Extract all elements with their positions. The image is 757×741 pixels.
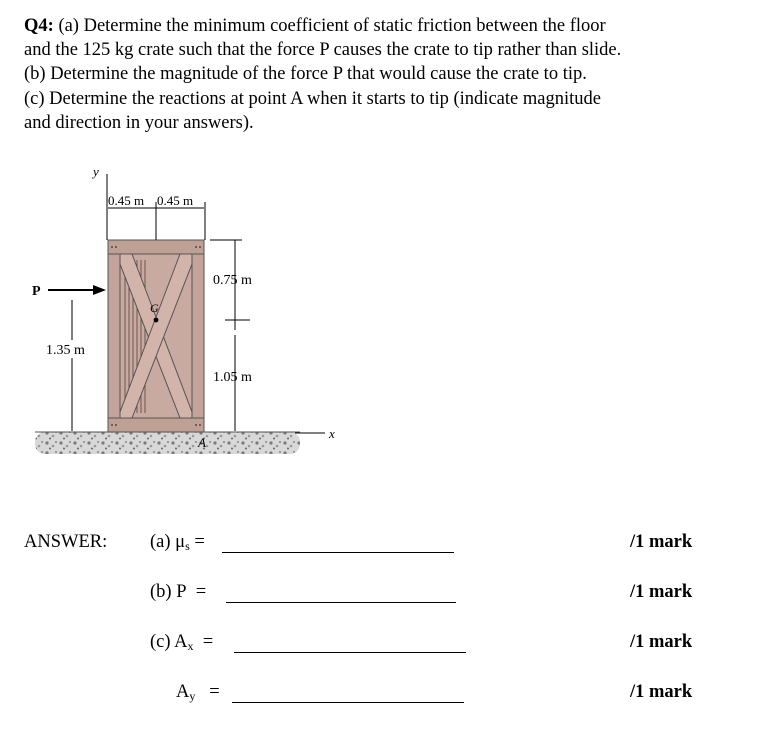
dim-lower-right: 1.05 m — [213, 370, 252, 385]
crate-diagram — [30, 160, 350, 470]
mark-a: /1 mark — [630, 532, 693, 552]
center-label: G — [150, 301, 159, 315]
answer-c-field[interactable] — [234, 652, 466, 653]
force-p-label: P — [32, 284, 41, 299]
y-axis-label: y — [93, 164, 99, 179]
answer-b-label: (b) P = — [150, 582, 207, 602]
point-a-label: A — [198, 435, 206, 450]
question-number: Q4: — [24, 16, 54, 36]
crate — [108, 240, 204, 432]
left-dimension — [44, 300, 102, 431]
force-p — [32, 284, 106, 299]
dim-top-left: 0.45 m — [108, 193, 145, 208]
answer-b-field[interactable] — [226, 602, 456, 603]
question-line-3: (b) Determine the magnitude of the force P that would cause the crate to tip. — [24, 64, 587, 85]
top-dimensions — [91, 164, 205, 240]
dim-left: 1.35 m — [46, 343, 85, 358]
ground — [35, 432, 300, 454]
question-line-5: and direction in your answers). — [24, 112, 254, 133]
question-line-2: and the 125 kg crate such that the force P causes the crate to tip rather than slide. — [24, 40, 622, 61]
answer-d-field[interactable] — [232, 702, 464, 703]
center-of-gravity-dot — [154, 318, 159, 323]
right-dimensions — [210, 240, 252, 431]
question-line-1: Q4: (a) Determine the minimum coefficient of static friction between the floor — [24, 16, 606, 36]
dim-top-right: 0.45 m — [157, 193, 194, 208]
answer-a-label: (a) $\mu_s$ = — [150, 532, 205, 553]
x-axis-label: x — [329, 426, 335, 441]
answer-a-field[interactable] — [222, 552, 454, 553]
question-text — [24, 14, 724, 135]
question-line-4: (c) Determine the reactions at point A when it starts to tip (indicate magnitude — [24, 88, 601, 109]
x-axis — [295, 426, 335, 441]
mark-d: /1 mark — [630, 682, 693, 702]
answer-d-label: $A_y$ = — [176, 682, 220, 703]
dim-upper-right: 0.75 m — [213, 273, 252, 288]
mark-b: /1 mark — [630, 582, 693, 602]
answer-c-label: (c) $A_x$ = — [150, 632, 214, 653]
answer-heading: ANSWER: — [24, 532, 108, 552]
mark-c: /1 mark — [630, 632, 693, 652]
